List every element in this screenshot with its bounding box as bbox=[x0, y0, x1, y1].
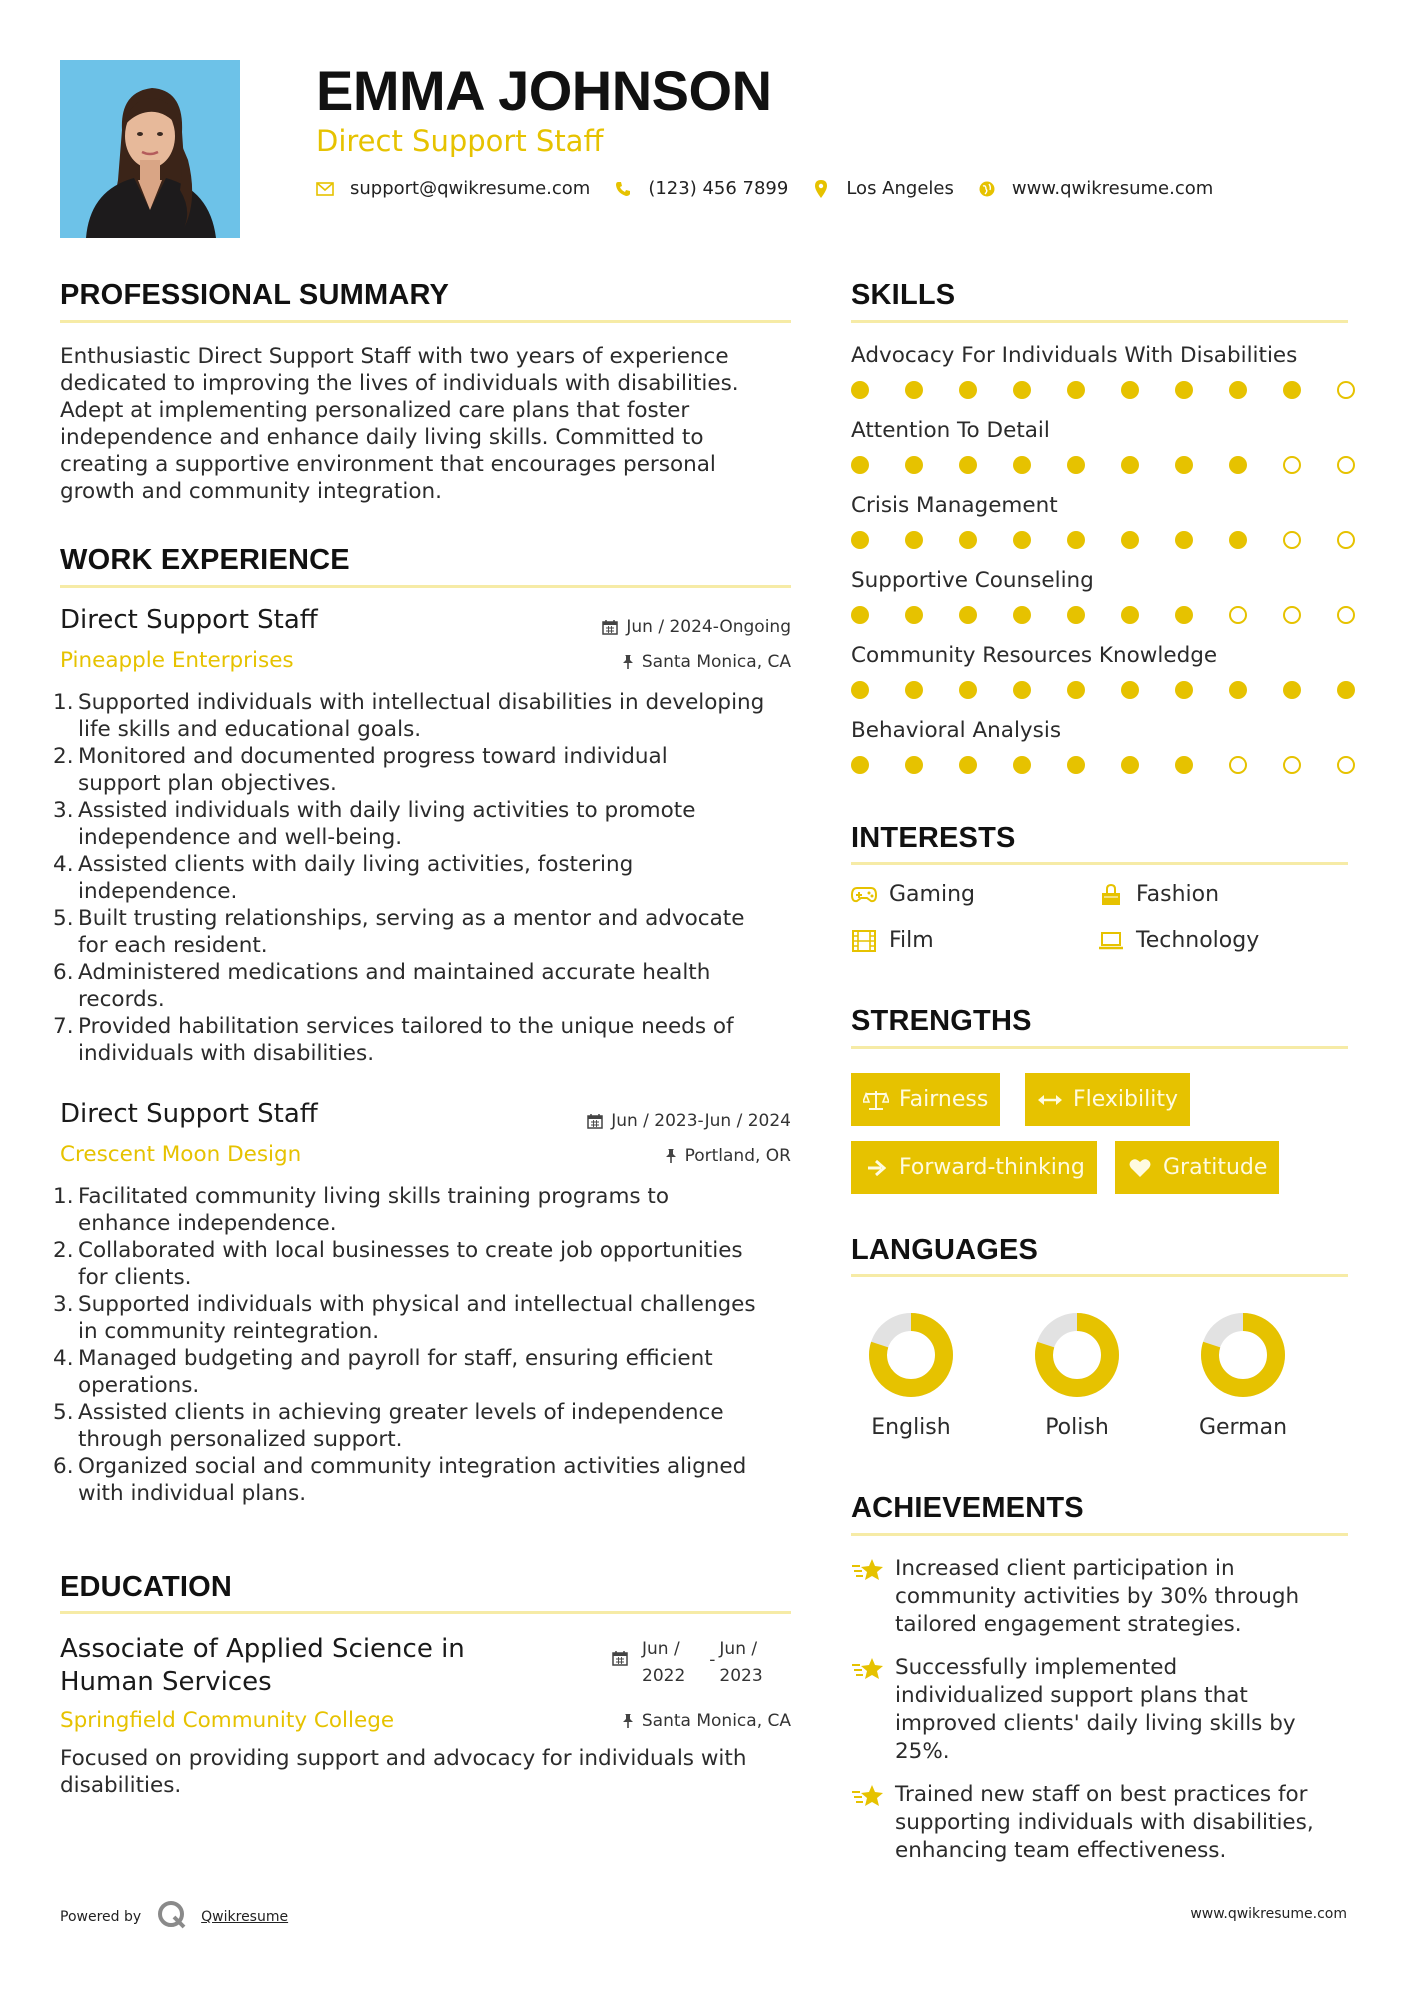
interest-label: Film bbox=[889, 928, 934, 953]
skill-dot-filled bbox=[1229, 531, 1247, 549]
pushpin-icon bbox=[665, 1148, 677, 1164]
summary-heading: PROFESSIONAL SUMMARY bbox=[60, 279, 450, 311]
skill-dot-filled bbox=[905, 681, 923, 699]
skill-name: Crisis Management bbox=[851, 493, 1058, 518]
list-item: Built trusting relationships, serving as a mentor and advocate for each resident. bbox=[78, 906, 745, 958]
job-location bbox=[665, 1146, 791, 1166]
skill-dot-filled bbox=[1121, 606, 1139, 624]
pushpin-icon bbox=[622, 654, 634, 670]
skill-dot-filled bbox=[851, 456, 869, 474]
skill-rating bbox=[851, 755, 1355, 775]
skill-dot-filled bbox=[851, 681, 869, 699]
skill-dot-filled bbox=[1229, 681, 1247, 699]
summary-line: independence and enhance daily living skills. Committed to bbox=[60, 425, 704, 450]
list-item: Supported individuals with intellectual disabilities in developing life skills and educational goals. bbox=[78, 690, 765, 742]
skill-dot-filled bbox=[1175, 456, 1193, 474]
skill-dot-filled bbox=[1121, 681, 1139, 699]
summary-text bbox=[60, 343, 800, 505]
skill-dot-filled bbox=[959, 381, 977, 399]
skill-dot-filled bbox=[1175, 681, 1193, 699]
education-heading: EDUCATION bbox=[60, 1571, 233, 1603]
contact-bar bbox=[316, 178, 1237, 199]
website-text: www.qwikresume.com bbox=[1011, 178, 1214, 199]
skill-rating bbox=[851, 530, 1355, 550]
balance-scale-icon bbox=[863, 1089, 889, 1111]
job-bullets bbox=[60, 1183, 800, 1507]
job-dates bbox=[587, 1111, 791, 1131]
laptop-icon bbox=[1098, 930, 1124, 952]
summary-line: growth and community integration. bbox=[60, 479, 442, 504]
skill-dot-filled bbox=[1013, 756, 1031, 774]
skill-dot-filled bbox=[1067, 456, 1085, 474]
strength-chip bbox=[851, 1073, 1000, 1126]
strengths-divider bbox=[851, 1046, 1348, 1049]
skill-dot-filled bbox=[1175, 756, 1193, 774]
powered-by-text: Powered by bbox=[60, 1909, 142, 1925]
list-item: Monitored and documented progress toward individual support plan objectives. bbox=[78, 744, 668, 796]
strengths-heading: STRENGTHS bbox=[851, 1005, 1032, 1037]
email-text: support@qwikresume.com bbox=[350, 178, 591, 199]
education-start: Jun / 2022 bbox=[642, 1639, 686, 1686]
skill-dot-empty bbox=[1283, 606, 1301, 624]
list-item: Organized social and community integration activities aligned with individual plans. bbox=[78, 1454, 747, 1506]
skill-dot-filled bbox=[851, 756, 869, 774]
education-description: Focused on providing support and advocacy for individuals with disabilities. bbox=[60, 1746, 747, 1798]
language-level-donut bbox=[868, 1312, 954, 1398]
language-level-donut bbox=[1034, 1312, 1120, 1398]
interest-label: Gaming bbox=[889, 882, 975, 907]
contact-phone[interactable] bbox=[614, 178, 788, 199]
skill-dot-empty bbox=[1283, 456, 1301, 474]
skills-divider bbox=[851, 320, 1348, 323]
skill-dot-empty bbox=[1337, 381, 1355, 399]
skill-dot-filled bbox=[1067, 756, 1085, 774]
date-dash: - bbox=[709, 1650, 716, 1670]
star-icon bbox=[851, 1654, 895, 1766]
skill-rating bbox=[851, 680, 1355, 700]
contact-website[interactable] bbox=[978, 178, 1213, 199]
skill-dot-filled bbox=[905, 756, 923, 774]
interest-item bbox=[1098, 882, 1219, 907]
skill-dot-filled bbox=[905, 606, 923, 624]
achievements-heading: ACHIEVEMENTS bbox=[851, 1492, 1084, 1524]
phone-text: (123) 456 7899 bbox=[648, 178, 789, 199]
skill-rating bbox=[851, 455, 1355, 475]
skill-name: Community Resources Knowledge bbox=[851, 643, 1218, 668]
skill-dot-empty bbox=[1337, 456, 1355, 474]
summary-line: dedicated to improving the lives of individuals with disabilities. bbox=[60, 371, 739, 396]
experience-heading: WORK EXPERIENCE bbox=[60, 544, 350, 576]
globe-icon bbox=[978, 180, 996, 198]
skill-dot-filled bbox=[851, 531, 869, 549]
skill-dot-filled bbox=[851, 606, 869, 624]
heart-icon bbox=[1127, 1157, 1153, 1179]
shopping-bag-icon bbox=[1098, 884, 1124, 906]
education-location-text: Santa Monica, CA bbox=[641, 1711, 791, 1731]
skill-dot-filled bbox=[1013, 606, 1031, 624]
skill-dot-filled bbox=[1121, 531, 1139, 549]
skill-dot-filled bbox=[959, 606, 977, 624]
footer-brand bbox=[60, 1900, 288, 1934]
degree-line: Human Services bbox=[60, 1667, 272, 1697]
skill-dot-filled bbox=[1121, 381, 1139, 399]
candidate-title: Direct Support Staff bbox=[316, 124, 604, 158]
language-name: English bbox=[871, 1415, 951, 1440]
skill-dot-filled bbox=[1067, 606, 1085, 624]
qwikresume-logo-icon bbox=[157, 1900, 187, 1934]
pushpin-icon bbox=[622, 1713, 634, 1729]
achievement-text: Successfully implemented individualized support plans that improved clients' daily living skills by 25%. bbox=[895, 1655, 1296, 1764]
footer-url[interactable]: www.qwikresume.com bbox=[1190, 1906, 1347, 1922]
skill-dot-empty bbox=[1283, 531, 1301, 549]
job-dates bbox=[602, 617, 791, 637]
strength-label: Flexibility bbox=[1073, 1087, 1178, 1112]
skill-dot-filled bbox=[905, 381, 923, 399]
skill-name: Supportive Counseling bbox=[851, 568, 1094, 593]
skill-name: Behavioral Analysis bbox=[851, 718, 1062, 743]
degree-line: Associate of Applied Science in bbox=[60, 1634, 465, 1664]
skill-dot-filled bbox=[905, 531, 923, 549]
gamepad-icon bbox=[851, 884, 877, 906]
language-level-donut bbox=[1200, 1312, 1286, 1398]
list-item: Managed budgeting and payroll for staff, ensuring efficient operations. bbox=[78, 1346, 713, 1398]
skill-dot-filled bbox=[1013, 381, 1031, 399]
film-icon bbox=[851, 930, 877, 952]
achievement-item bbox=[851, 1781, 1361, 1865]
skill-dot-filled bbox=[1283, 681, 1301, 699]
strength-chip bbox=[1115, 1141, 1279, 1194]
envelope-icon bbox=[316, 180, 334, 198]
job-bullets bbox=[60, 689, 800, 1067]
language-name: German bbox=[1198, 1415, 1288, 1440]
strength-label: Forward-thinking bbox=[899, 1155, 1085, 1180]
skill-dot-filled bbox=[1229, 456, 1247, 474]
strength-label: Gratitude bbox=[1163, 1155, 1268, 1180]
calendar-icon bbox=[612, 1650, 628, 1666]
skill-dot-filled bbox=[959, 531, 977, 549]
education-end: Jun / 2023 bbox=[719, 1639, 763, 1686]
achievement-text: Increased client participation in community activities by 30% through tailored engagement strategies. bbox=[895, 1556, 1300, 1637]
list-item: Administered medications and maintained accurate health records. bbox=[78, 960, 711, 1012]
education-location bbox=[622, 1711, 791, 1731]
skill-dot-empty bbox=[1337, 531, 1355, 549]
calendar-icon bbox=[602, 619, 618, 635]
job-company: Pineapple Enterprises bbox=[60, 648, 294, 673]
interests-divider bbox=[851, 862, 1348, 865]
skill-dot-empty bbox=[1283, 756, 1301, 774]
job-title: Direct Support Staff bbox=[60, 1099, 318, 1129]
job-location-text: Portland, OR bbox=[684, 1146, 791, 1166]
job-title: Direct Support Staff bbox=[60, 605, 318, 635]
job-dates-text: Jun / 2024-Ongoing bbox=[626, 617, 791, 637]
skill-dot-filled bbox=[1175, 531, 1193, 549]
skill-dot-filled bbox=[1175, 381, 1193, 399]
job-location-text: Santa Monica, CA bbox=[641, 652, 791, 672]
list-item: Assisted clients in achieving greater levels of independence through personalized support. bbox=[78, 1400, 724, 1452]
skill-dot-filled bbox=[1175, 606, 1193, 624]
list-item: Facilitated community living skills training programs to enhance independence. bbox=[78, 1184, 670, 1236]
skill-dot-empty bbox=[1337, 606, 1355, 624]
skill-dot-filled bbox=[1067, 381, 1085, 399]
skill-rating bbox=[851, 380, 1355, 400]
location-text: Los Angeles bbox=[846, 178, 954, 199]
skill-name: Advocacy For Individuals With Disabilities bbox=[851, 343, 1298, 368]
achievement-item bbox=[851, 1555, 1361, 1639]
arrows-horizontal-icon bbox=[1037, 1089, 1063, 1111]
skill-dot-filled bbox=[1013, 531, 1031, 549]
star-icon bbox=[851, 1555, 895, 1639]
summary-line: Adept at implementing personalized care plans that foster bbox=[60, 398, 690, 423]
summary-line: Enthusiastic Direct Support Staff with two years of experience bbox=[60, 344, 729, 369]
skill-dot-filled bbox=[1229, 381, 1247, 399]
strength-label: Fairness bbox=[899, 1087, 989, 1112]
list-item: Supported individuals with physical and intellectual challenges in community reintegration. bbox=[78, 1292, 756, 1344]
summary-divider bbox=[60, 320, 791, 323]
skill-rating bbox=[851, 605, 1355, 625]
strength-chip bbox=[1025, 1073, 1190, 1126]
skills-heading: SKILLS bbox=[851, 279, 956, 311]
languages-heading: LANGUAGES bbox=[851, 1234, 1039, 1266]
skill-dot-filled bbox=[959, 756, 977, 774]
school-name: Springfield Community College bbox=[60, 1708, 395, 1733]
achievements-divider bbox=[851, 1533, 1348, 1536]
skill-dot-filled bbox=[1283, 381, 1301, 399]
strength-chip bbox=[851, 1141, 1097, 1194]
job-location bbox=[622, 652, 791, 672]
skill-dot-filled bbox=[1337, 681, 1355, 699]
star-icon bbox=[851, 1781, 895, 1865]
experience-divider bbox=[60, 585, 791, 588]
skill-dot-filled bbox=[1013, 681, 1031, 699]
education-dates bbox=[612, 1636, 763, 1690]
education-divider bbox=[60, 1611, 791, 1614]
skill-dot-filled bbox=[905, 456, 923, 474]
phone-icon bbox=[614, 180, 632, 198]
skill-dot-filled bbox=[959, 681, 977, 699]
arrow-right-icon bbox=[863, 1157, 889, 1179]
list-item: Provided habilitation services tailored to the unique needs of individuals with disabilities. bbox=[78, 1014, 734, 1066]
skill-dot-filled bbox=[1121, 756, 1139, 774]
skill-dot-empty bbox=[1229, 606, 1247, 624]
list-item: Assisted clients with daily living activities, fostering independence. bbox=[78, 852, 634, 904]
profile-photo bbox=[60, 60, 240, 238]
skill-dot-empty bbox=[1229, 756, 1247, 774]
skill-dot-filled bbox=[1013, 456, 1031, 474]
contact-email[interactable] bbox=[316, 178, 590, 199]
interest-label: Fashion bbox=[1136, 882, 1220, 907]
interests-heading: INTERESTS bbox=[851, 822, 1016, 854]
skill-dot-empty bbox=[1337, 756, 1355, 774]
map-pin-icon bbox=[812, 180, 830, 198]
skill-dot-filled bbox=[851, 381, 869, 399]
languages-divider bbox=[851, 1274, 1348, 1277]
candidate-name: EMMA JOHNSON bbox=[316, 59, 772, 122]
interest-label: Technology bbox=[1136, 928, 1260, 953]
achievement-item bbox=[851, 1654, 1361, 1766]
list-item: Assisted individuals with daily living activities to promote independence and well-being. bbox=[78, 798, 696, 850]
language-name: Polish bbox=[1045, 1415, 1109, 1440]
degree-title bbox=[60, 1633, 465, 1699]
job-company: Crescent Moon Design bbox=[60, 1142, 302, 1167]
skill-dot-filled bbox=[1067, 681, 1085, 699]
interest-item bbox=[851, 882, 975, 907]
job-dates-text: Jun / 2023-Jun / 2024 bbox=[611, 1111, 791, 1131]
achievement-text: Trained new staff on best practices for supporting individuals with disabilities, enhancing team effectiveness. bbox=[895, 1782, 1314, 1863]
calendar-icon bbox=[587, 1113, 603, 1129]
list-item: Collaborated with local businesses to create job opportunities for clients. bbox=[78, 1238, 743, 1290]
summary-line: creating a supportive environment that encourages personal bbox=[60, 452, 716, 477]
skill-name: Attention To Detail bbox=[851, 418, 1050, 443]
skill-dot-filled bbox=[959, 456, 977, 474]
skill-dot-filled bbox=[1067, 531, 1085, 549]
contact-location bbox=[812, 178, 954, 199]
qwikresume-link[interactable]: Qwikresume bbox=[201, 1909, 289, 1925]
interest-item bbox=[1098, 928, 1259, 953]
skill-dot-filled bbox=[1121, 456, 1139, 474]
interest-item bbox=[851, 928, 934, 953]
